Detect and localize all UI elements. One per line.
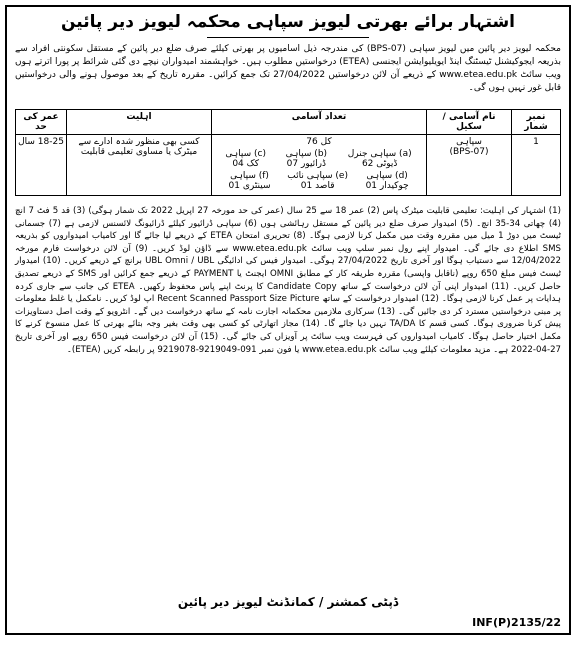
col-count: تعداد آسامی (212, 110, 427, 135)
condition-item: (13) سرکاری ملازمین محکمانہ اجازت نامہ کے ساتھ درخواست دیں گے۔ انٹرویو کے وقت اصل دستاویزات پیش کرنا ضروری ہوگا۔ کسی قسم کا TA/DA نہیں دیا جائے گا۔ (15, 306, 561, 330)
cell-serial: 1 (512, 135, 561, 196)
breakdown-item: (b) سپاہی ڈرائیور 07 (285, 149, 328, 169)
condition-item: (1) اشتہار کی اہلیت: تعلیمی قابلیت میٹرک پاس (2) عمر 18 سے 25 سال (عمر کی حد مورخہ 27 اپریل 2022 تک شمار ہوگی) (3) قد 5 فٹ 7 انچ (4) چھاتی 34-35 انچ۔ (15, 206, 561, 229)
col-serial: نمبر شمار (512, 110, 561, 135)
breakdown-item: (a) سپاہی جنرل ڈیوٹی 62 (347, 149, 412, 169)
cell-post (427, 135, 512, 196)
post-scale: (BPS-07) (449, 147, 489, 157)
signature-line: ڈپٹی کمشنر / کمانڈنٹ لیویز دیر پائین (177, 595, 399, 609)
intro-paragraph: محکمہ لیویز دیر پائین میں لیویز سپاہی (BPS-07) کی مندرجہ ذیل اسامیوں پر بھرتی کیلئے صرف ضلع دیر پائین کے مستقل سکونتی افراد سے بذریعہ ایجوکیشنل ٹیسٹنگ اینڈ ایویلیوایشن ایجنسی (ETEA) درخواستیں مطلوب ہیں۔ خواہشمند امیدواران نیچے دی گئی شرائط پر پورا اترتے ہوں ویب سائٹ www.etea.edu.pk کے ذریعے آن لائن درخواستیں 27/04/2022 تک جمع کرائیں۔ مقررہ تاریخ کے بعد موصول ہونے والی درخواستیں قابل غور نہیں ہوں گی۔ (15, 44, 562, 93)
conditions-list (15, 205, 561, 356)
condition-item: (10) امیدوار ٹیسٹ فیس مبلغ 650 روپے (ناقابل واپسی) مقررہ طریقہ کار کے مطابق OMNI ایجنٹ یا PAYMENT کے ذریعے جمع کرائیں اور SMS کے ذریعے تصدیق حاصل کریں۔ (15, 256, 561, 292)
page-title: اشتہار برائے بھرتی لیویز سپاہی محکمہ لیویز دیر پائین (60, 12, 516, 32)
breakdown-item: (e) سپاہی نائب قاصد 01 (287, 171, 348, 191)
condition-item: (5) امیدوار صرف ضلع دیر پائین کے مستقل رہائشی ہوں (6) سپاہی ڈرائیور کیلئے ڈرائیونگ لائسنس لازمی ہے (7) جسمانی ٹیسٹ میں دوڑ 1 میل میں مقررہ وقت میں مکمل کرنا لازمی ہوگا۔ (15, 218, 562, 242)
cell-qualification: کسی بھی منظور شدہ ادارے سے میٹرک یا مساوی تعلیمی قابلیت (67, 135, 212, 196)
condition-item: (15) آن لائن درخواست فیس 650 روپے اور آخری تاریخ 27-04-2022 ہے۔ مزید معلومات کیلئے ویب سائٹ www.etea.edu.pk یا فون نمبر 091-9219049-9219078 پر رابطہ کریں (ETEA)۔ (15, 331, 561, 355)
advertisement-page (5, 5, 571, 635)
condition-item: (12) امیدوار درخواست کے ساتھ Recent Scanned Passport Size Picture اپ لوڈ کریں۔ نامکمل یا غلط معلومات پر مبنی درخواستیں مسترد کر دی جائیں گی۔ (15, 294, 562, 317)
total-posts: کل 76 (306, 137, 332, 147)
reference-number: INF(P)2135/22 (472, 616, 561, 629)
title-underline (207, 37, 369, 38)
cell-age: 18-25 سال (16, 135, 67, 196)
breakdown-row (218, 149, 420, 169)
post-name: سپاہی (456, 137, 482, 147)
breakdown-row (218, 171, 420, 191)
posts-table (15, 109, 561, 196)
col-qualification: اہلیت (67, 110, 212, 135)
condition-item: (11) امیدوار اپنی آن لائن درخواست کے ساتھ Candidate Copy کا پرنٹ اپنے پاس محفوظ رکھیں۔ ETEA کی جانب سے جاری کردہ ہدایات پر عمل کرنا لازمی ہوگا۔ (15, 281, 561, 305)
cell-count (212, 135, 427, 196)
breakdown-item: (d) سپاہی چوکیدار 01 (365, 171, 409, 191)
breakdown-item: (c) سپاہی کک 04 (225, 149, 266, 169)
table-header-row (16, 110, 561, 135)
condition-item: (14) مجاز اتھارٹی کو کسی بھی وقت بغیر وجہ بتائے بھرتی کا عمل منسوخ کرنے کا مکمل اختیار حاصل ہوگا۔ کامیاب امیدواروں کی فہرست ویب سائٹ پر آویزاں کی جائے گی۔ (15, 319, 561, 342)
condition-item: (9) آن لائن درخواست فارم مورخہ 12/04/2022 سے دستیاب ہوگا اور آخری تاریخ 27/04/2022 ہوگی۔ امیدوار فیس کی ادائیگی UBL Omni / UBL برانچ کے ذریعے کریں۔ (15, 243, 562, 267)
table-row (16, 135, 561, 196)
breakdown-item: (f) سپاہی سینٹری 01 (228, 171, 271, 191)
col-age: عمر کی حد (16, 110, 67, 135)
col-post: نام آسامی / سکیل (427, 110, 512, 135)
condition-item: (8) تحریری امتحان ETEA کے ذریعے لیا جائے گا اور کامیاب امیدواروں کو بذریعہ SMS اطلاع دی جائے گی۔ امیدوار اپنے رول نمبر سلپ ویب سائٹ www.etea.edu.pk سے ڈاؤن لوڈ کریں۔ (15, 231, 561, 254)
